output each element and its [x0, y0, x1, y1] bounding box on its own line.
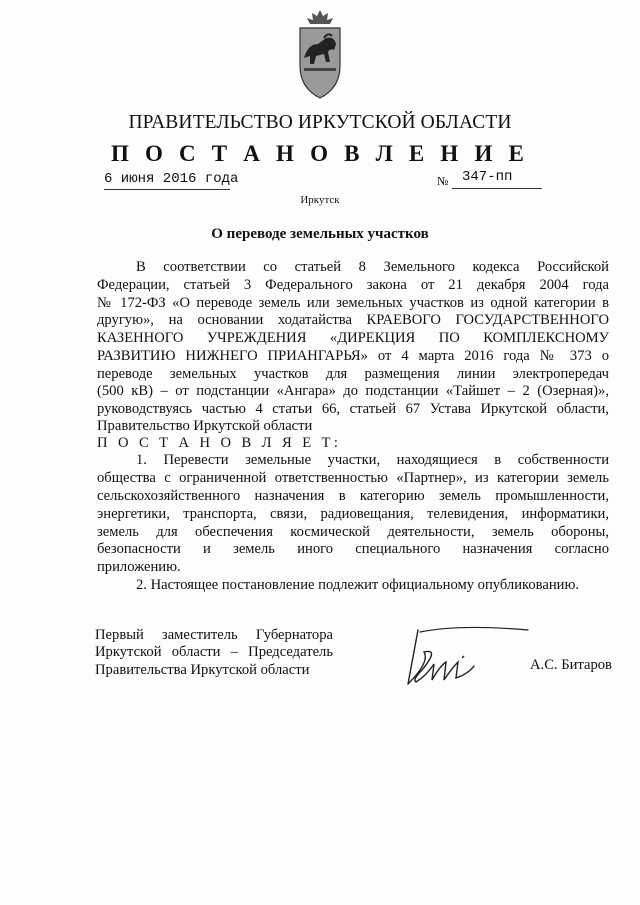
irkutsk-coat-of-arms-emblem — [290, 8, 350, 100]
decree-subject: О переводе земельных участков — [211, 226, 429, 242]
signatory-position-line: Иркутской области – Председатель — [95, 644, 333, 660]
number-underline — [452, 188, 542, 189]
item1-line: безопасности и земель иного специального назначения согласно — [97, 541, 609, 557]
document-type-title: П О С Т А Н О В Л Е Н И Е — [110, 141, 530, 166]
preamble-line: КАЗЕННОГО УЧРЕЖДЕНИЯ «ДИРЕКЦИЯ ПО КОМПЛЕКСНОМУ — [97, 330, 609, 346]
signatory-position-line: Первый заместитель Губернатора — [95, 627, 333, 643]
preamble-line: (500 кВ) – от подстанции «Ангара» до подстанции «Тайшет – 2 (Озерная)», — [97, 383, 609, 399]
item1-line: сельскохозяйственного назначения в категорию земель промышленности, — [97, 488, 609, 504]
preamble-line: Федерации, статьей 3 Федерального закона от 21 декабря 2004 года — [97, 277, 609, 293]
signatory-name: А.С. Битаров — [530, 657, 612, 673]
item1-line: энергетики, транспорта, связи, радиовещания, телевидения, информатики, — [97, 506, 609, 522]
preamble-line: руководствуясь частью 4 статьи 66, статьей 67 Устава Иркутской области, — [97, 401, 609, 417]
preamble-line: № 172-ФЗ «О переводе земель или земельных участков из одной категории в — [97, 295, 609, 311]
item1-line: 1. Перевести земельные участки, находящиеся в собственности — [136, 452, 609, 468]
preamble-line: В соответствии со статьей 8 Земельного кодекса Российской — [136, 259, 609, 275]
government-title: ПРАВИТЕЛЬСТВО ИРКУТСКОЙ ОБЛАСТИ — [128, 112, 512, 133]
item1-line: общества с ограниченной ответственностью «Партнер», из категории земель — [97, 470, 609, 486]
item1-line: приложению. — [97, 559, 181, 575]
resolves-heading: П О С Т А Н О В Л Я Е Т: — [97, 435, 342, 451]
decree-date: 6 июня 2016 года — [104, 171, 239, 187]
decree-number: 347-пп — [462, 169, 513, 185]
city-label: Иркутск — [300, 194, 340, 206]
item1-line: земель для обеспечения космической деятельности, земель обороны, — [97, 524, 609, 540]
handwritten-signature — [400, 622, 530, 692]
date-underline — [104, 189, 230, 190]
number-sign: № — [437, 174, 449, 188]
preamble-line: РАЗВИТИЮ НИЖНЕГО ПРИАНГАРЬЯ» от 4 марта 2016 года № 373 о — [97, 348, 609, 364]
preamble-line: другую», на основании ходатайства КРАЕВОГО ГОСУДАРСТВЕННОГО — [97, 312, 609, 328]
item2-line: 2. Настоящее постановление подлежит официальному опубликованию. — [136, 577, 580, 593]
preamble-line: Правительство Иркутской области — [97, 418, 313, 434]
signatory-position-line: Правительства Иркутской области — [95, 662, 310, 678]
preamble-line: переводе земельных участков для размещения линии электропередач — [97, 366, 609, 382]
